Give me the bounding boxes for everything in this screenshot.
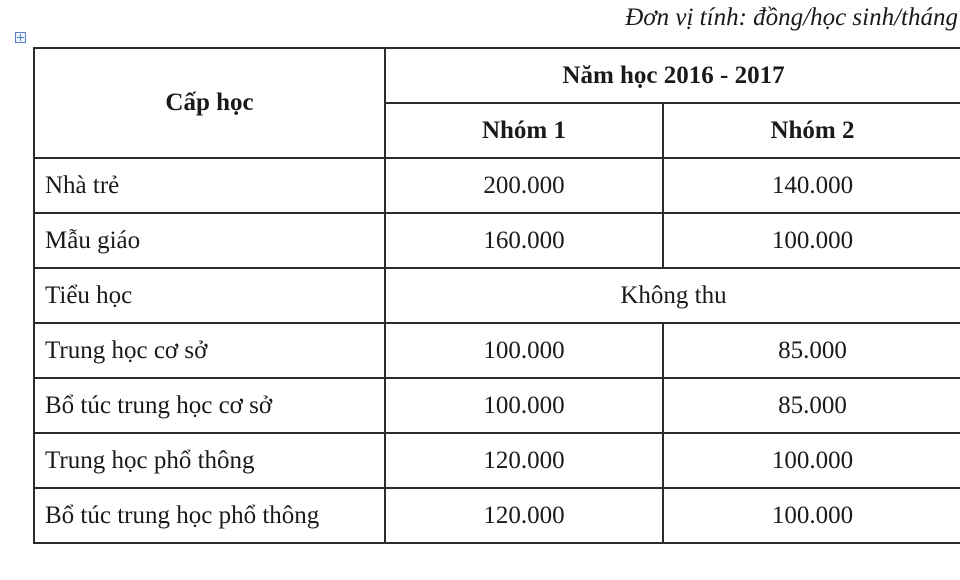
row-group1-fee: 160.000 [385, 213, 663, 268]
header-school-year: Năm học 2016 - 2017 [385, 48, 960, 103]
header-row-1 [34, 48, 960, 103]
row-group2-fee: 85.000 [663, 378, 960, 433]
row-group1-fee: 100.000 [385, 378, 663, 433]
row-group2-fee: 100.000 [663, 488, 960, 543]
row-group1-fee: 200.000 [385, 158, 663, 213]
row-level: Tiểu học [34, 268, 385, 323]
row-group2-fee: 100.000 [663, 433, 960, 488]
row-group1-fee: 120.000 [385, 433, 663, 488]
table-row [34, 433, 960, 488]
table-row [34, 158, 960, 213]
row-level: Trung học phổ thông [34, 433, 385, 488]
row-merged-fee: Không thu [385, 268, 960, 323]
unit-note: Đơn vị tính: đồng/học sinh/tháng [625, 4, 958, 31]
row-level: Nhà trẻ [34, 158, 385, 213]
table-row [34, 268, 960, 323]
table-row [34, 378, 960, 433]
row-level: Trung học cơ sở [34, 323, 385, 378]
table-row [34, 488, 960, 543]
row-group2-fee: 85.000 [663, 323, 960, 378]
header-group-1: Nhóm 1 [385, 103, 663, 158]
row-level: Mẫu giáo [34, 213, 385, 268]
table-row [34, 323, 960, 378]
header-group-2: Nhóm 2 [663, 103, 960, 158]
row-group1-fee: 120.000 [385, 488, 663, 543]
header-level: Cấp học [34, 48, 385, 158]
fee-table [33, 47, 960, 544]
row-group2-fee: 100.000 [663, 213, 960, 268]
row-group2-fee: 140.000 [663, 158, 960, 213]
row-group1-fee: 100.000 [385, 323, 663, 378]
row-level: Bổ túc trung học phổ thông [34, 488, 385, 543]
table-move-handle-icon[interactable] [15, 32, 26, 43]
table-row [34, 213, 960, 268]
row-level: Bổ túc trung học cơ sở [34, 378, 385, 433]
